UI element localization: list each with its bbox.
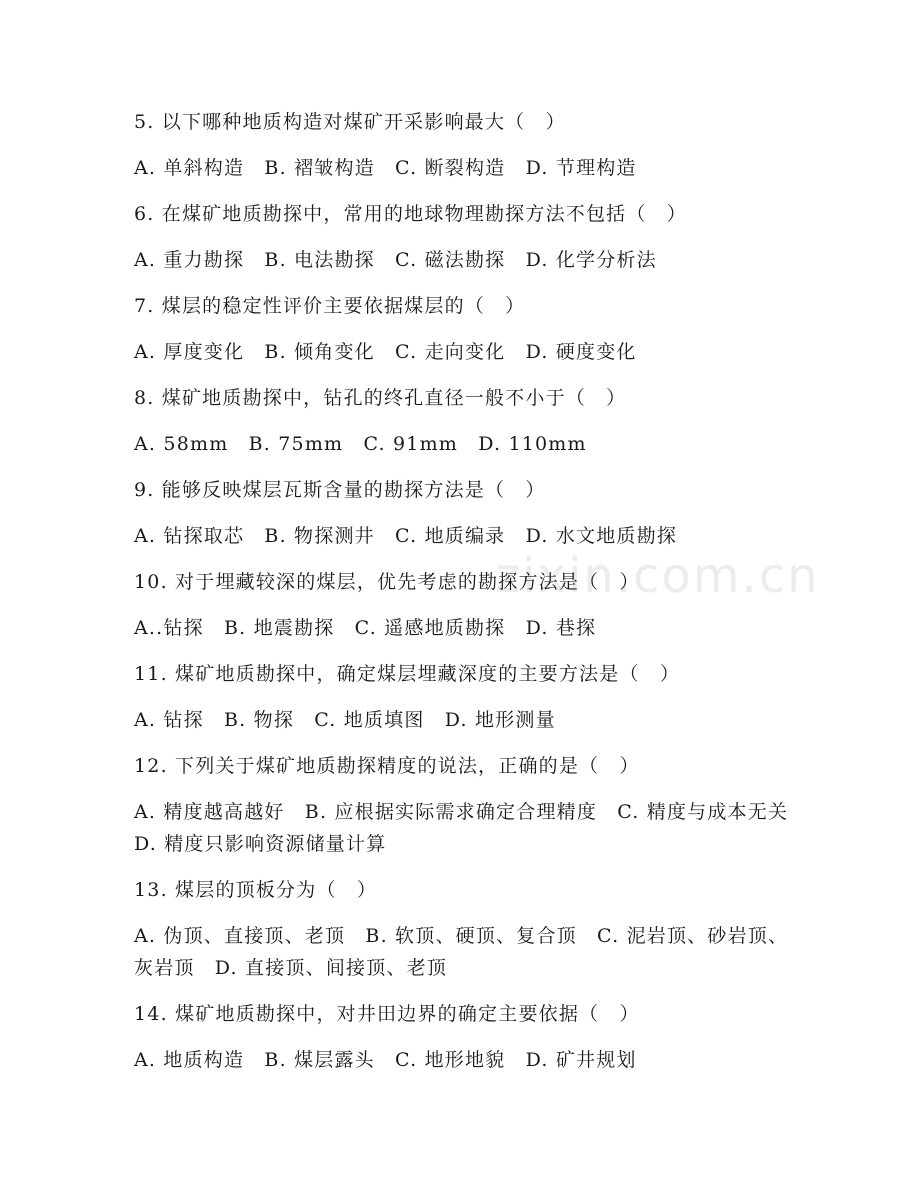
question-14: 14. 煤矿地质勘探中，对井田边界的确定主要依据（ ）	[134, 1003, 640, 1025]
question-7: 7. 煤层的稳定性评价主要依据煤层的（ ）	[134, 295, 526, 317]
options-10: A..钻探 B. 地震勘探 C. 遥感地质勘探 D. 巷探	[134, 617, 597, 639]
options-6: A. 重力勘探 B. 电法勘探 C. 磁法勘探 D. 化学分析法	[134, 249, 657, 271]
options-11: A. 钻探 B. 物探 C. 地质填图 D. 地形测量	[134, 709, 556, 731]
question-12: 12. 下列关于煤矿地质勘探精度的说法，正确的是（ ）	[134, 755, 640, 777]
options-7: A. 厚度变化 B. 倾角变化 C. 走向变化 D. 硬度变化	[134, 341, 637, 363]
options-8: A. 58mm B. 75mm C. 91mm D. 110mm	[134, 433, 587, 455]
question-9: 9. 能够反映煤层瓦斯含量的勘探方法是（ ）	[134, 479, 546, 501]
options-12: A. 精度越高越好 B. 应根据实际需求确定合理精度 C. 精度与成本无关 D. 精度只影响资源储量计算	[134, 801, 809, 855]
options-5: A. 单斜构造 B. 褶皱构造 C. 断裂构造 D. 节理构造	[134, 157, 637, 179]
question-13: 13. 煤层的顶板分为（ ）	[134, 879, 378, 901]
question-5: 5. 以下哪种地质构造对煤矿开采影响最大（ ）	[134, 111, 566, 133]
watermark: zixin.com.cn	[495, 548, 820, 604]
question-8: 8. 煤矿地质勘探中，钻孔的终孔直径一般不小于（ ）	[134, 387, 627, 409]
options-14: A. 地质构造 B. 煤层露头 C. 地形地貌 D. 矿井规划	[134, 1049, 637, 1071]
options-9: A. 钻探取芯 B. 物探测井 C. 地质编录 D. 水文地质勘探	[134, 525, 678, 547]
question-10: 10. 对于埋藏较深的煤层，优先考虑的勘探方法是（ ）	[134, 571, 640, 593]
question-6: 6. 在煤矿地质勘探中，常用的地球物理勘探方法不包括（ ）	[134, 203, 687, 225]
question-list	[134, 106, 809, 1090]
question-11: 11. 煤矿地质勘探中，确定煤层埋藏深度的主要方法是（ ）	[134, 663, 681, 685]
options-13: A. 伪顶、直接顶、老顶 B. 软顶、硬顶、复合顶 C. 泥岩顶、砂岩顶、灰岩顶 D. 直接顶、间接顶、老顶	[134, 925, 789, 979]
